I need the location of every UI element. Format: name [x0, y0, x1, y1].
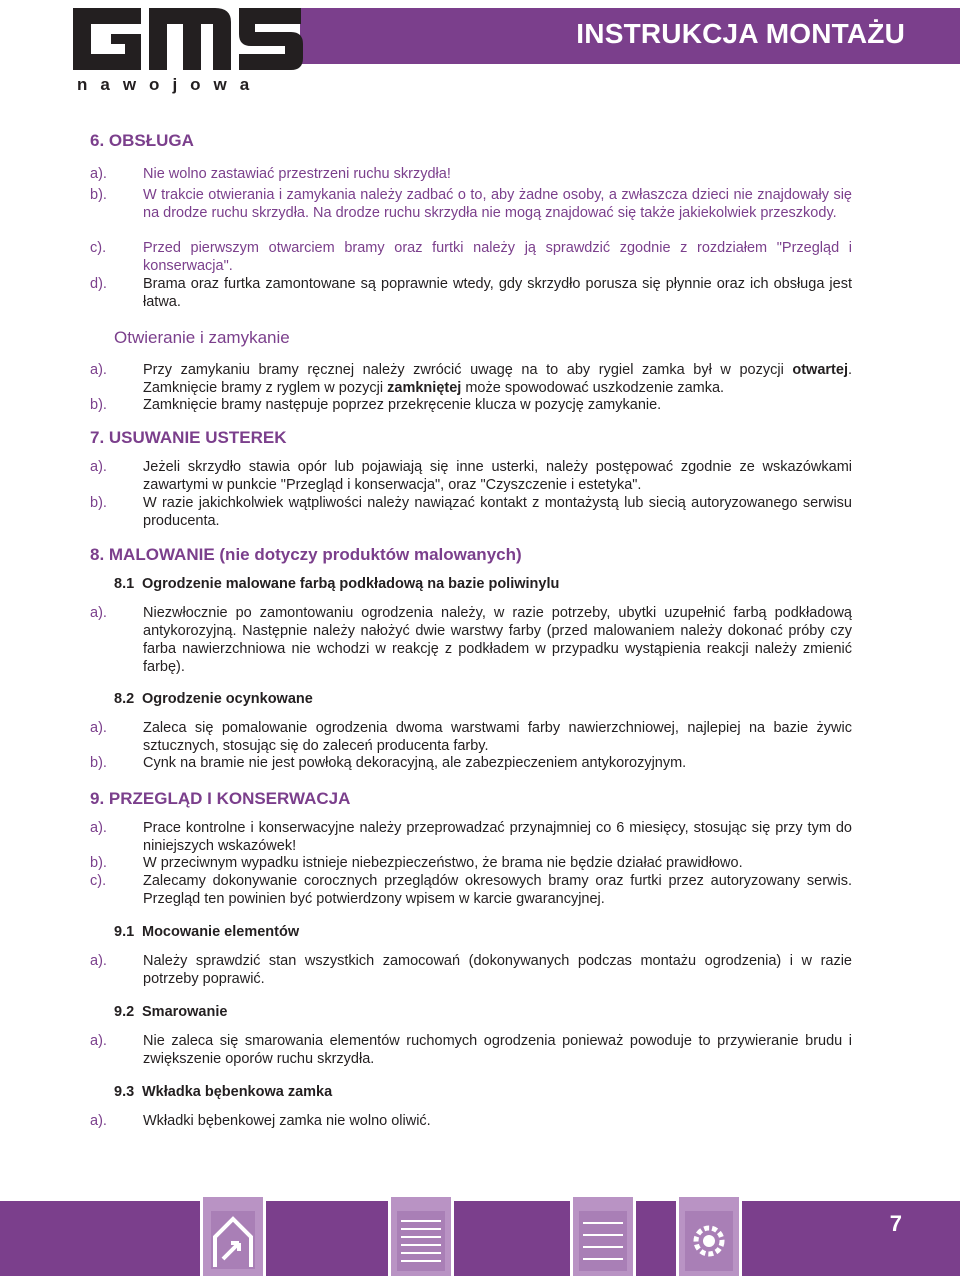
- item-label: b).: [90, 495, 107, 511]
- item-text: Zaleca się pomalowanie ogrodzenia dwoma warstwami farby nawierzchniowej, najlepiej na bazie żywic sztucznych, stosując się do zaleceń producenta farby.: [143, 720, 852, 754]
- item-label: b).: [90, 855, 107, 871]
- subsection-heading-8-2: [114, 691, 313, 707]
- item-text: W trakcie otwierania i zamykania należy zadbać o to, aby żadne osoby, a zwłaszcza dzieci nie znajdowały się na drodze ruchu skrzydła. Na drodze ruchu skrzydła nie mogą znajdować się także jakiekolwiek przeszkody.: [143, 187, 852, 221]
- item-label: c).: [90, 240, 107, 256]
- subsection-heading-8-1: [114, 576, 559, 592]
- item-text: W przeciwnym wypadku istnieje niebezpieczeństwo, że brama nie będzie działać prawidłowo.: [143, 855, 743, 871]
- subsection-heading-9-1: [114, 924, 299, 940]
- item-label: a).: [90, 605, 107, 621]
- footer-tile: [676, 1197, 742, 1276]
- section-heading-6: 6. OBSŁUGA: [90, 131, 194, 150]
- item-text: Cynk na bramie nie jest powłoką dekoracyjną, ale zabezpieczeniem antykorozyjnym.: [143, 755, 687, 771]
- subsection-title: Smarowanie: [142, 1004, 228, 1020]
- footer-bar: [0, 1201, 960, 1276]
- page-header: [0, 0, 960, 100]
- item-text: Wkładki bębenkowej zamka nie wolno oliwić.: [143, 1113, 431, 1129]
- subsection-number: 9.1: [114, 924, 135, 940]
- item-label: b).: [90, 397, 107, 413]
- footer-tile: [388, 1197, 454, 1276]
- item-text: Jeżeli skrzydło stawia opór lub pojawiają się inne usterki, należy postępować zgodnie ze wskazówkami zawartymi w punkcie "Przegląd i konserwacja", oraz "Czyszczenie i estetyka".: [143, 459, 852, 493]
- item-label: a).: [90, 820, 107, 836]
- svg-text:nawojowa: nawojowa: [77, 75, 263, 94]
- item-text: W razie jakichkolwiek wątpliwości należy nawiązać kontakt z montażystą lub siecią autoryzowanego serwisu producenta.: [143, 495, 852, 529]
- subsection-number: 8.1: [114, 576, 135, 592]
- subsection-number: 9.3: [114, 1084, 135, 1100]
- page-footer: [0, 1197, 960, 1276]
- garage-door-icon: [573, 1197, 633, 1276]
- subsection-number: 9.2: [114, 1004, 135, 1020]
- item-text: Nie zaleca się smarowania elementów ruchomych ogrodzenia ponieważ powoduje to przywieranie brudu i zwiększenie oporów ruchu skrzydła.: [143, 1033, 852, 1067]
- item-label: a).: [90, 1033, 107, 1049]
- gear-icon: [679, 1197, 739, 1276]
- footer-tile: [200, 1197, 266, 1276]
- item-text: Zalecamy dokonywanie corocznych przeglądów okresowych bramy oraz furtki przez autoryzowany serwis. Przegląd ten powinien być potwierdzony wpisem w karcie gwarancyjnej.: [143, 873, 852, 907]
- item-text: Należy sprawdzić stan wszystkich zamocowań (dokonywanych podczas montażu ogrodzenia) i w razie potrzeby poprawić.: [143, 953, 852, 987]
- item-label: d).: [90, 276, 107, 292]
- footer-tile: [570, 1197, 636, 1276]
- item-text: Przy zamykaniu bramy ręcznej należy zwrócić uwagę na to aby rygiel zamka był w pozycji otwartej. Zamknięcie bramy z ryglem w pozycji zamkniętej może spowodować uszkodzenie zamka.: [143, 362, 852, 396]
- item-label: b).: [90, 755, 107, 771]
- item-text: Brama oraz furtka zamontowane są poprawnie wtedy, gdy skrzydło porusza się płynnie oraz ich obsługa jest łatwa.: [143, 276, 852, 310]
- item-label: b).: [90, 187, 107, 203]
- section-heading-8: 8. MALOWANIE (nie dotyczy produktów malowanych): [90, 545, 522, 564]
- item-text: Zamknięcie bramy następuje poprzez przekręcenie klucza w pozycję zamykanie.: [143, 397, 662, 413]
- item-text: Przed pierwszym otwarciem bramy oraz furtki należy ją sprawdzić zgodnie z rozdziałem "Przegląd i konserwacja".: [143, 240, 852, 274]
- section-heading-9: 9. PRZEGLĄD I KONSERWACJA: [90, 789, 351, 808]
- item-label: a).: [90, 953, 107, 969]
- page-number: 7: [889, 1211, 902, 1236]
- item-label: a).: [90, 459, 107, 475]
- document-title: INSTRUKCJA MONTAŻU: [576, 18, 905, 49]
- item-label: c).: [90, 873, 107, 889]
- item-text: Niezwłocznie po zamontowaniu ogrodzenia należy, w razie potrzeby, ubytki uzupełnić farbą podkładową antykorozyjną. Następnie należy nałożyć dwie warstwy farby (przed malowaniem należy dokonać próby czy farba nawierzchniowa nie wchodzi w reakcję z podkładem w przypadku wystąpienia reakcji należy zmienić farbę).: [143, 605, 852, 675]
- item-label: a).: [90, 166, 107, 182]
- subsection-heading-9-2: [114, 1004, 227, 1020]
- subsection-title: Ogrodzenie ocynkowane: [142, 691, 313, 707]
- item-text: Prace kontrolne i konserwacyjne należy przeprowadzać przynajmniej co 6 miesięcy, stosując się przy tym do niniejszych wskazówek!: [143, 820, 852, 854]
- gate-arrow-icon: [203, 1197, 263, 1276]
- subsection-heading-open-close: Otwieranie i zamykanie: [114, 328, 290, 347]
- item-text: Nie wolno zastawiać przestrzeni ruchu skrzydła!: [143, 166, 451, 182]
- subsection-number: 8.2: [114, 691, 135, 707]
- item-label: a).: [90, 720, 107, 736]
- subsection-title: Ogrodzenie malowane farbą podkładową na bazie poliwinylu: [142, 576, 560, 592]
- subsection-heading-9-3: [114, 1084, 332, 1100]
- section-heading-7: 7. USUWANIE USTEREK: [90, 428, 287, 447]
- subsection-title: Mocowanie elementów: [142, 924, 300, 940]
- roller-door-icon: [391, 1197, 451, 1276]
- gms-logo: [55, 0, 315, 96]
- item-label: a).: [90, 362, 107, 378]
- item-label: a).: [90, 1113, 107, 1129]
- subsection-title: Wkładka bębenkowa zamka: [142, 1084, 333, 1100]
